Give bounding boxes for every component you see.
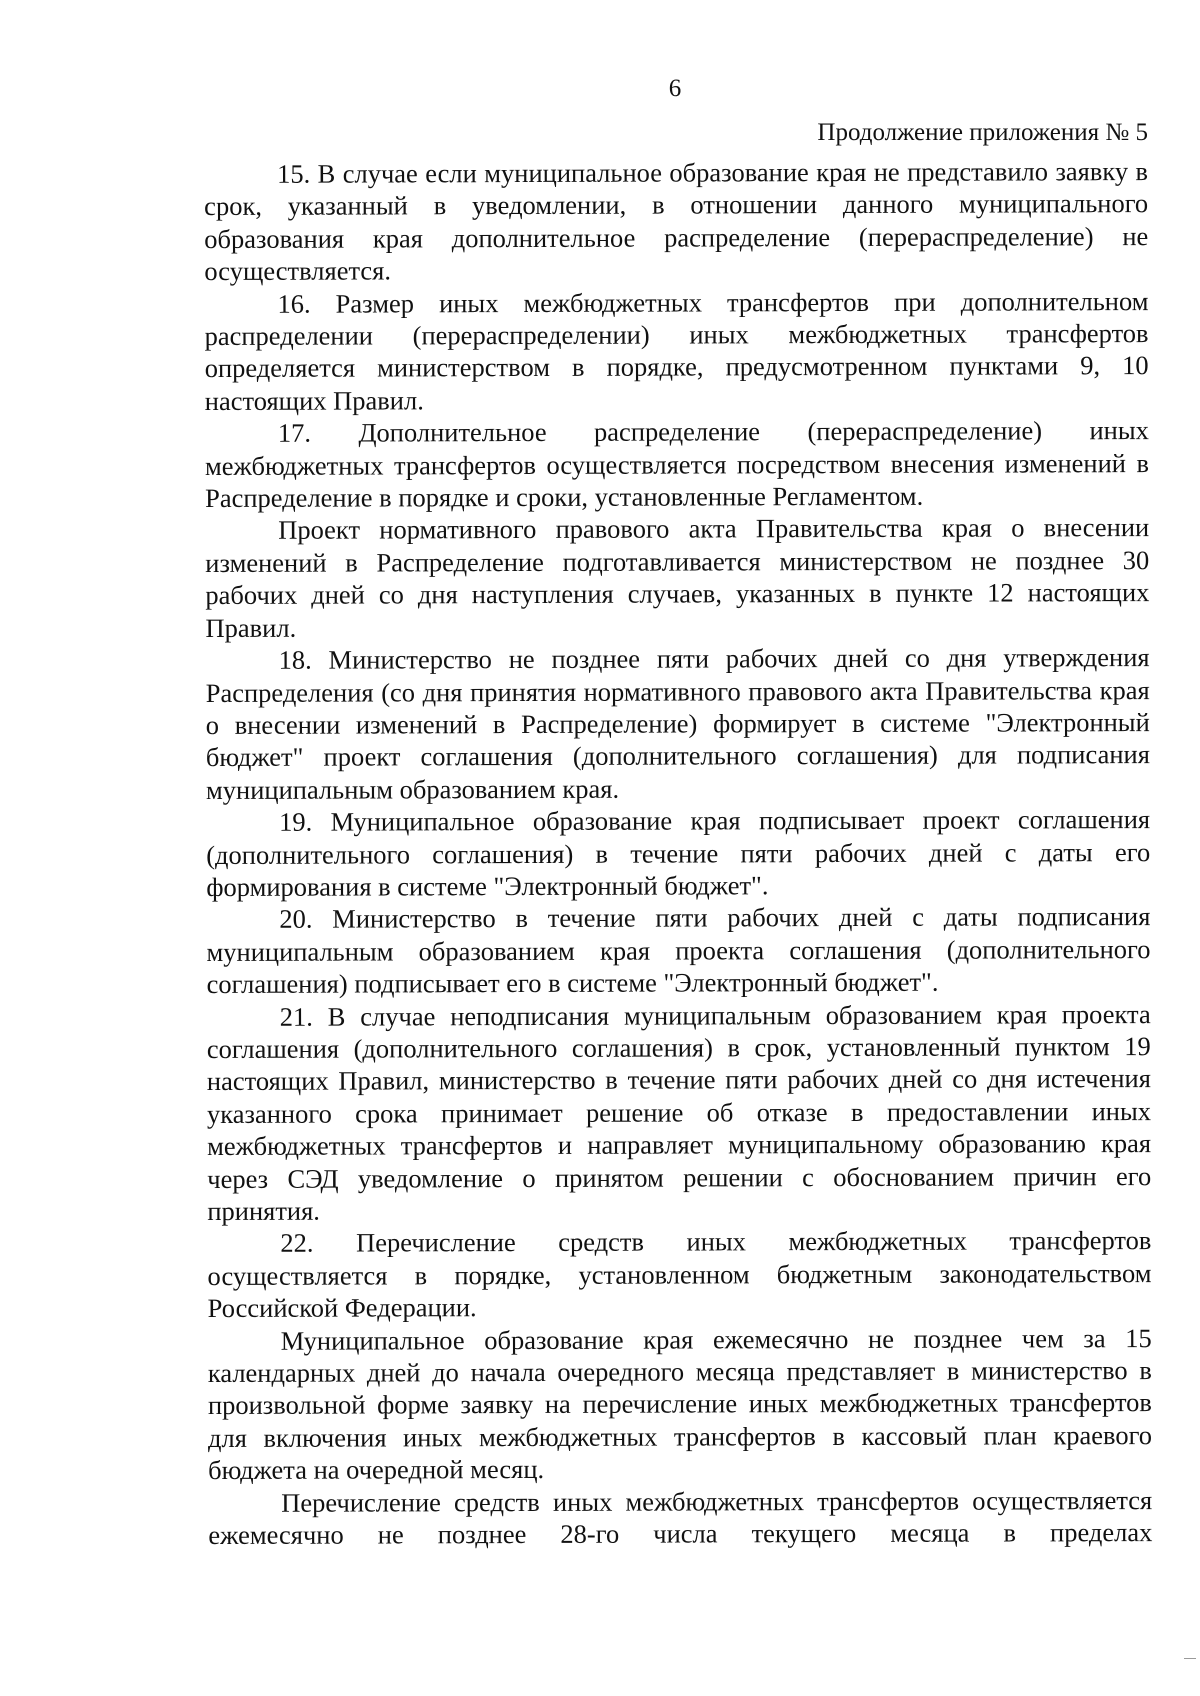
- paragraph-17-draft-act: Проект нормативного правового акта Правительства края о внесении изменений в Распределение подготавливается министерством не позднее 30 рабочих дней со дня наступления случаев, указанных в пункте 12 настоящих Правил.: [205, 512, 1150, 643]
- paragraph-17: 17. Дополнительное распределение (перераспределение) иных межбюджетных трансфертов осуществляется посредством внесения изменений в Распределение в порядке и сроки, установленные Регламентом.: [204, 415, 1150, 514]
- page-number: 6: [668, 75, 682, 102]
- paragraph-22: 22. Перечисление средств иных межбюджетных трансфертов осуществляется в порядке, установленном бюджетным законодательством Российской Федерации.: [207, 1225, 1152, 1324]
- paragraph-22-monthly-request: Муниципальное образование края ежемесячно не позднее чем за 15 календарных дней до начала очередного месяца представляет в министерство в произвольной форме заявку на перечисление иных межбюджетных трансфертов для включения иных межбюджетных трансфертов в кассовый план краевого бюджета на очередной месяц.: [207, 1322, 1153, 1486]
- paragraph-18: 18. Министерство не позднее пяти рабочих дней со дня утверждения Распределения (со дня принятия нормативного правового акта Правительства края о внесении изменений в Распределение) формирует в системе "Электронный бюджет" проект соглашения (дополнительного соглашения) для подписания муниципальным образованием края.: [205, 642, 1150, 805]
- paragraph-16: 16. Размер иных межбюджетных трансфертов при дополнительном распределении (перераспределении) иных межбюджетных трансфертов определяется министерством в порядке, предусмотренном пунктами 9, 10 настоящих Правил.: [204, 285, 1149, 416]
- paragraph-22-transfer-schedule: Перечисление средств иных межбюджетных трансфертов осуществляется ежемесячно не позднее 28-го числа текущего месяца в пределах: [208, 1484, 1153, 1551]
- document-body: [204, 155, 1152, 1551]
- scan-edge-mark: [1184, 1658, 1196, 1659]
- paragraph-15: 15. В случае если муниципальное образование края не представило заявку в срок, указанный в уведомлении, в отношении данного муниципального образования края дополнительное распределение (перераспределение) не осуществляется.: [204, 156, 1149, 287]
- paragraph-20: 20. Министерство в течение пяти рабочих дней с даты подписания муниципальным образованием края проекта соглашения (дополнительного соглашения) подписывает его в системе "Электронный бюджет".: [206, 901, 1151, 1000]
- appendix-continuation-note: Продолжение приложения № 5: [817, 119, 1148, 146]
- paragraph-21: 21. В случае неподписания муниципальным образованием края проекта соглашения (дополнительного соглашения) в срок, установленный пунктом 19 настоящих Правил, министерство в течение пяти рабочих дней со дня истечения указанного срока принимает решение об отказе в предоставлении иных межбюджетных трансфертов и направляет муниципальному образованию края через СЭД уведомление о принятом решении с обоснованием причин его принятия.: [206, 998, 1152, 1226]
- paragraph-19: 19. Муниципальное образование края подписывает проект соглашения (дополнительного соглашения) в течение пяти рабочих дней с даты его формирования в системе "Электронный бюджет".: [206, 804, 1151, 902]
